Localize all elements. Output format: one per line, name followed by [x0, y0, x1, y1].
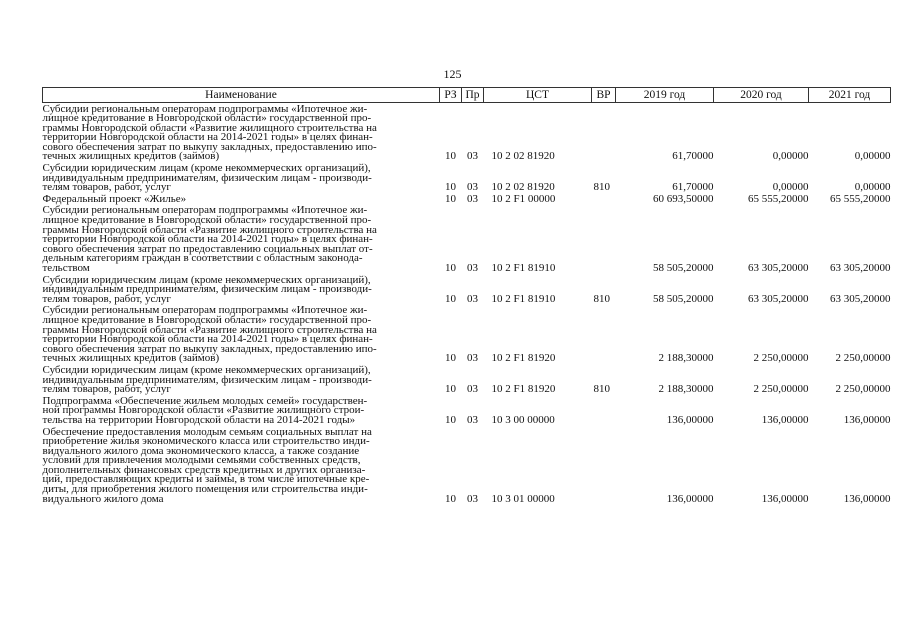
- row-rz: 10: [445, 181, 456, 194]
- row-name-line: видуального жилого дома экономического класса, а также создание: [42, 444, 360, 457]
- table-row: [43, 305, 891, 365]
- row-cst: 10 3 00 00000: [491, 413, 555, 426]
- row-name-line: условий для привлечения молодыми семьями собственных средств,: [42, 454, 361, 467]
- row-name-line: ций, предоставляющих кредиты и займы, в том числе ипотечные кре-: [42, 473, 370, 486]
- table-row: [43, 103, 891, 163]
- row-value-2021: 0,00000: [854, 150, 891, 163]
- row-vr: [592, 426, 616, 505]
- row-value-2019: 58 505,20000: [653, 292, 714, 305]
- row-name: [43, 103, 440, 163]
- row-name-line: Субсидии региональным операторам подпрограммы «Ипотечное жи-: [42, 204, 368, 217]
- row-name-line: Подпрограмма «Обеспечение жильем молодых семей» государствен-: [42, 394, 368, 407]
- header-pr: Пр: [462, 88, 484, 103]
- row-vr: [592, 395, 616, 426]
- row-cst: 10 2 F1 81910: [491, 262, 556, 274]
- row-name-line: сового обеспечения затрат по предоставлению социальных выплат от-: [42, 242, 373, 255]
- row-name-line: диты, для приобретения жилого помещения или строительства инди-: [42, 483, 368, 496]
- row-name-line: течных жилищных кредитов (займов): [42, 150, 220, 163]
- table-row: [43, 205, 891, 274]
- row-name-line: индивидуальным предпринимателям, физическим лицам - производи-: [42, 171, 372, 184]
- row-pr: 03: [467, 150, 478, 163]
- row-pr: 03: [467, 292, 478, 305]
- table-row: [43, 163, 891, 194]
- row-value-2021: 2 250,00000: [835, 352, 891, 365]
- row-rz: 10: [445, 262, 456, 274]
- row-value-2021: 2 250,00000: [835, 383, 891, 396]
- row-value-2021: 63 305,20000: [830, 262, 891, 274]
- row-rz: 10: [445, 413, 456, 426]
- row-cst: 10 3 01 00000: [491, 492, 555, 505]
- row-name-line: телям товаров, работ, услуг: [42, 383, 171, 396]
- row-value-2020: 136,00000: [761, 413, 809, 426]
- row-name-line: индивидуальным предпринимателям, физическим лицам - производи-: [42, 373, 372, 386]
- row-vr: 810: [593, 181, 610, 194]
- row-value-2019: 2 188,30000: [658, 352, 714, 365]
- row-name-line: тельства на территории Новгородской области на 2014-2021 годы»: [42, 413, 356, 426]
- row-name-line: сового обеспечения затрат по выкупу закладных, предоставлению ипо-: [42, 342, 377, 355]
- table-row: [43, 274, 891, 305]
- table-row: [43, 193, 891, 205]
- row-pr: 03: [467, 181, 478, 194]
- row-value-2020: 2 250,00000: [753, 383, 809, 396]
- row-name-line: сового обеспечения затрат по выкупу закладных, предоставлению ипо-: [42, 140, 377, 153]
- row-pr: 03: [467, 352, 478, 365]
- row-value-2021: 0,00000: [854, 181, 891, 194]
- row-name: [43, 193, 440, 205]
- row-value-2020: 0,00000: [772, 150, 809, 163]
- row-rz: 10: [445, 383, 456, 396]
- header-cst: ЦСТ: [484, 88, 592, 103]
- table-row: [43, 426, 891, 505]
- row-pr: 03: [467, 262, 478, 274]
- row-name: [43, 305, 440, 365]
- row-name-line: Субсидии юридическим лицам (кроме некоммерческих организаций),: [42, 273, 371, 286]
- row-vr: [592, 205, 616, 274]
- row-cst: 10 2 02 81920: [491, 150, 555, 163]
- row-name-line: лищное кредитование в Новгородской области» государственной про-: [42, 112, 372, 125]
- table-header: [43, 88, 891, 103]
- row-value-2020: 65 555,20000: [748, 192, 809, 205]
- row-name-line: граммы Новгородской области «Развитие жилищного строительства на: [42, 323, 377, 336]
- header-name: Наименование: [43, 88, 440, 103]
- row-value-2021: 136,00000: [843, 492, 891, 505]
- row-value-2019: 60 693,50000: [653, 192, 714, 205]
- row-cst: 10 2 F1 81910: [491, 292, 556, 305]
- budget-table: [42, 87, 891, 505]
- header-2021: 2021 год: [809, 88, 891, 103]
- row-pr: 03: [467, 413, 478, 426]
- row-vr: [592, 193, 616, 205]
- row-cst: 10 2 F1 81920: [491, 352, 556, 365]
- row-value-2020: 0,00000: [772, 181, 809, 194]
- row-name-line: телям товаров, работ, услуг: [42, 292, 171, 305]
- row-rz: 10: [445, 150, 456, 163]
- row-cst: 10 2 F1 00000: [491, 192, 556, 205]
- row-pr: 03: [467, 383, 478, 396]
- row-name-line: лищное кредитование в Новгородской области» государственной про-: [42, 214, 372, 227]
- row-vr: [592, 305, 616, 365]
- row-name-line: тельством: [42, 262, 90, 274]
- row-name-line: Субсидии региональным операторам подпрограммы «Ипотечное жи-: [42, 304, 368, 317]
- header-2019: 2019 год: [616, 88, 714, 103]
- row-name: [43, 426, 440, 505]
- row-value-2019: 136,00000: [666, 492, 714, 505]
- row-rz: 10: [445, 192, 456, 205]
- table-body: [43, 103, 891, 505]
- row-name-line: Субсидии юридическим лицам (кроме некоммерческих организаций),: [42, 363, 371, 376]
- row-pr: 03: [467, 192, 478, 205]
- row-name-line: индивидуальным предпринимателям, физическим лицам - производи-: [42, 283, 372, 296]
- row-vr: 810: [593, 292, 610, 305]
- row-name-line: граммы Новгородской области «Развитие жилищного строительства на: [42, 121, 377, 134]
- row-value-2021: 65 555,20000: [830, 192, 891, 205]
- table-row: [43, 395, 891, 426]
- table-row: [43, 364, 891, 395]
- row-name-line: дельным категориям граждан в соответствии с областным законода-: [42, 252, 363, 265]
- row-name-line: приобретение жилья экономического класса или строительство инди-: [42, 435, 370, 448]
- row-name-line: течных жилищных кредитов (займов): [42, 352, 220, 365]
- row-name-line: граммы Новгородской области «Развитие жилищного строительства на: [42, 223, 377, 236]
- row-vr: 810: [593, 383, 610, 396]
- row-name: [43, 274, 440, 305]
- row-name-line: дополнительных финансовых средств кредитных и других организа-: [42, 463, 366, 476]
- row-cst: 10 2 02 81920: [491, 181, 555, 194]
- row-value-2020: 2 250,00000: [753, 352, 809, 365]
- row-value-2020: 63 305,20000: [748, 262, 809, 274]
- row-name-line: Обеспечение предоставления молодым семьям социальных выплат на: [42, 425, 372, 438]
- row-value-2021: 136,00000: [843, 413, 891, 426]
- row-name-line: ной программы Новгородской области «Развитие жилищного строи-: [42, 404, 365, 417]
- row-name-line: видуального жилого дома: [42, 492, 164, 505]
- row-name-line: территории Новгородской области на 2014-2021 годы» в целях финан-: [42, 131, 373, 144]
- row-name-line: Федеральный проект «Жилье»: [42, 192, 187, 205]
- row-name-line: телям товаров, работ, услуг: [42, 181, 171, 194]
- row-value-2020: 63 305,20000: [748, 292, 809, 305]
- row-name-line: лищное кредитование в Новгородской области» государственной про-: [42, 313, 372, 326]
- row-rz: 10: [445, 492, 456, 505]
- row-rz: 10: [445, 292, 456, 305]
- header-2020: 2020 год: [714, 88, 809, 103]
- row-pr: 03: [467, 492, 478, 505]
- row-value-2019: 61,70000: [672, 181, 714, 194]
- row-value-2020: 136,00000: [761, 492, 809, 505]
- row-name-line: Субсидии региональным операторам подпрограммы «Ипотечное жи-: [42, 102, 368, 115]
- row-name: [43, 205, 440, 274]
- row-value-2019: 61,70000: [672, 150, 714, 163]
- row-value-2021: 63 305,20000: [830, 292, 891, 305]
- row-name-line: территории Новгородской области на 2014-2021 годы» в целях финан-: [42, 233, 373, 246]
- row-name: [43, 364, 440, 395]
- row-value-2019: 2 188,30000: [658, 383, 714, 396]
- row-value-2019: 136,00000: [666, 413, 714, 426]
- row-name-line: территории Новгородской области на 2014-2021 годы» в целях финан-: [42, 333, 373, 346]
- row-value-2019: 58 505,20000: [653, 262, 714, 274]
- row-vr: [592, 103, 616, 163]
- page-number: 125: [443, 67, 462, 81]
- row-rz: 10: [445, 352, 456, 365]
- header-vr: ВР: [592, 88, 616, 103]
- row-name-line: Субсидии юридическим лицам (кроме некоммерческих организаций),: [42, 162, 371, 175]
- header-rz: РЗ: [440, 88, 462, 103]
- row-cst: 10 2 F1 81920: [491, 383, 556, 396]
- row-name: [43, 395, 440, 426]
- row-name: [43, 163, 440, 194]
